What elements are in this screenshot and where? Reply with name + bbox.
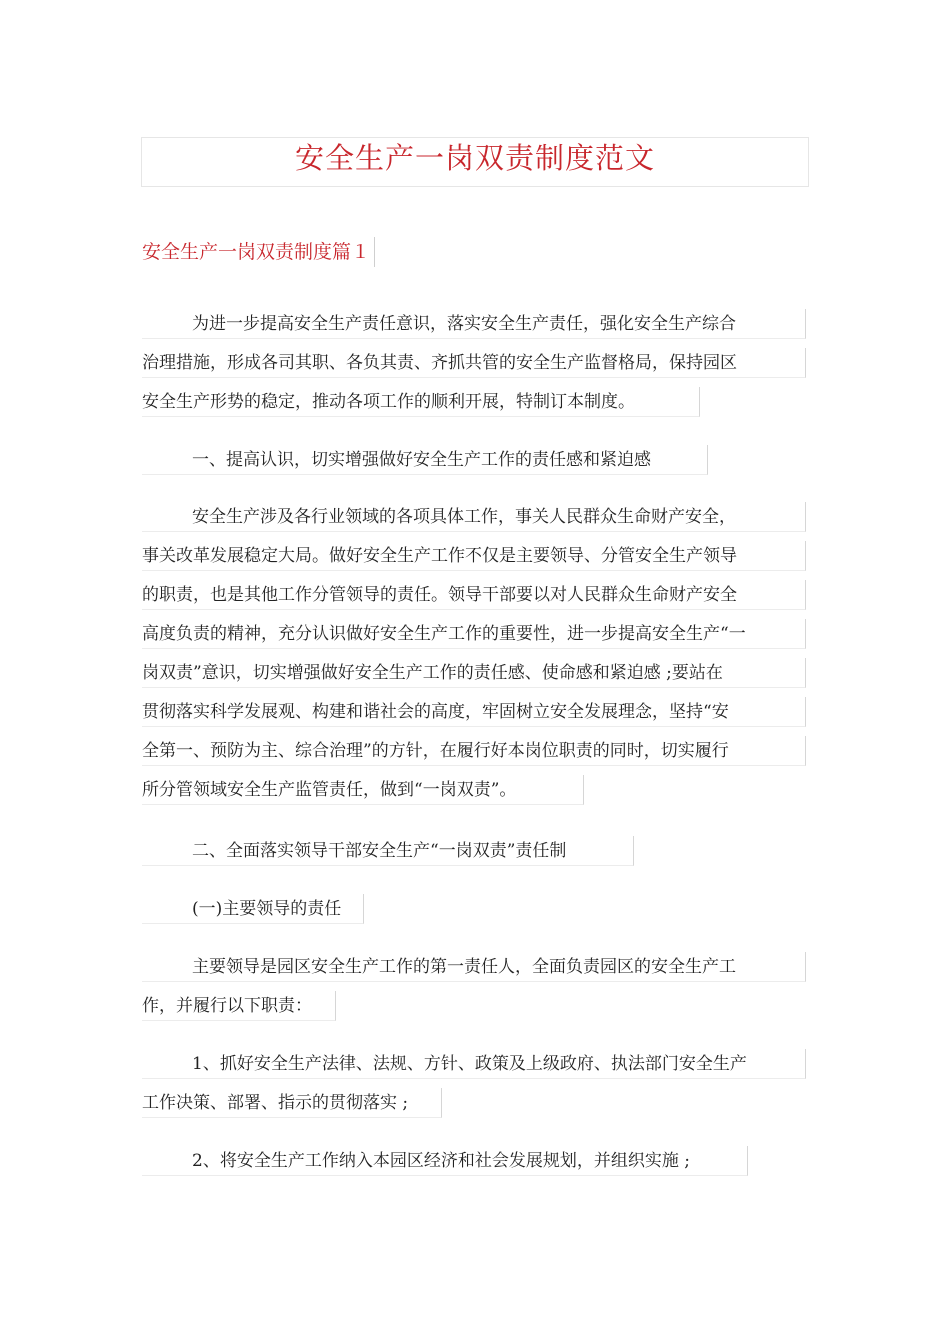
text-line: 一、提高认识，切实增强做好安全生产工作的责任感和紧迫感 (142, 445, 708, 475)
list-item (142, 1049, 804, 1127)
text-line: 贯彻落实科学发展观、构建和谐社会的高度，牢固树立安全发展理念，坚持“安 (142, 697, 806, 727)
text-line: 作，并履行以下职责： (142, 991, 336, 1021)
text-line: 安全生产形势的稳定，推动各项工作的顺利开展，特制订本制度。 (142, 387, 700, 417)
text-line: 高度负责的精神，充分认识做好安全生产工作的重要性，进一步提高安全生产“一 (142, 619, 806, 649)
text-line: 全第一、预防为主、综合治理”的方针，在履行好本岗位职责的同时，切实履行 (142, 736, 806, 766)
text-line: (一)主要领导的责任 (142, 894, 364, 924)
section-heading: 安全生产一岗双责制度篇１ (142, 237, 375, 267)
paragraph-heading-one (142, 445, 804, 484)
paragraph-heading-two (142, 836, 804, 875)
paragraph-intro (142, 309, 804, 426)
text-line: 2、将安全生产工作纳入本园区经济和社会发展规划，并组织实施 ; (142, 1146, 748, 1176)
text-line: 的职责，也是其他工作分管领导的责任。领导干部要以对人民群众生命财产安全 (142, 580, 806, 610)
paragraph-awareness (142, 502, 804, 814)
text-line: 安全生产涉及各行业领域的各项具体工作，事关人民群众生命财产安全， (142, 502, 806, 532)
text-line: 二、全面落实领导干部安全生产“一岗双责”责任制 (142, 836, 634, 866)
paragraph-main-leader (142, 952, 804, 1030)
text-line: 治理措施，形成各司其职、各负其责、齐抓共管的安全生产监督格局，保持园区 (142, 348, 806, 378)
text-line: 工作决策、部署、指示的贯彻落实 ; (142, 1088, 442, 1118)
text-line: 为进一步提高安全生产责任意识，落实安全生产责任，强化安全生产综合 (142, 309, 806, 339)
text-line: 1、抓好安全生产法律、法规、方针、政策及上级政府、执法部门安全生产 (142, 1049, 806, 1079)
text-line: 所分管领域安全生产监管责任，做到“一岗双责”。 (142, 775, 584, 805)
list-item (142, 1146, 804, 1185)
text-line: 事关改革发展稳定大局。做好安全生产工作不仅是主要领导、分管安全生产领导 (142, 541, 806, 571)
text-line: 主要领导是园区安全生产工作的第一责任人，全面负责园区的安全生产工 (142, 952, 806, 982)
document-title: 安全生产一岗双责制度范文 (141, 137, 809, 187)
text-line: 岗双责”意识，切实增强做好安全生产工作的责任感、使命感和紧迫感 ;要站在 (142, 658, 806, 688)
paragraph-subheading (142, 894, 804, 933)
